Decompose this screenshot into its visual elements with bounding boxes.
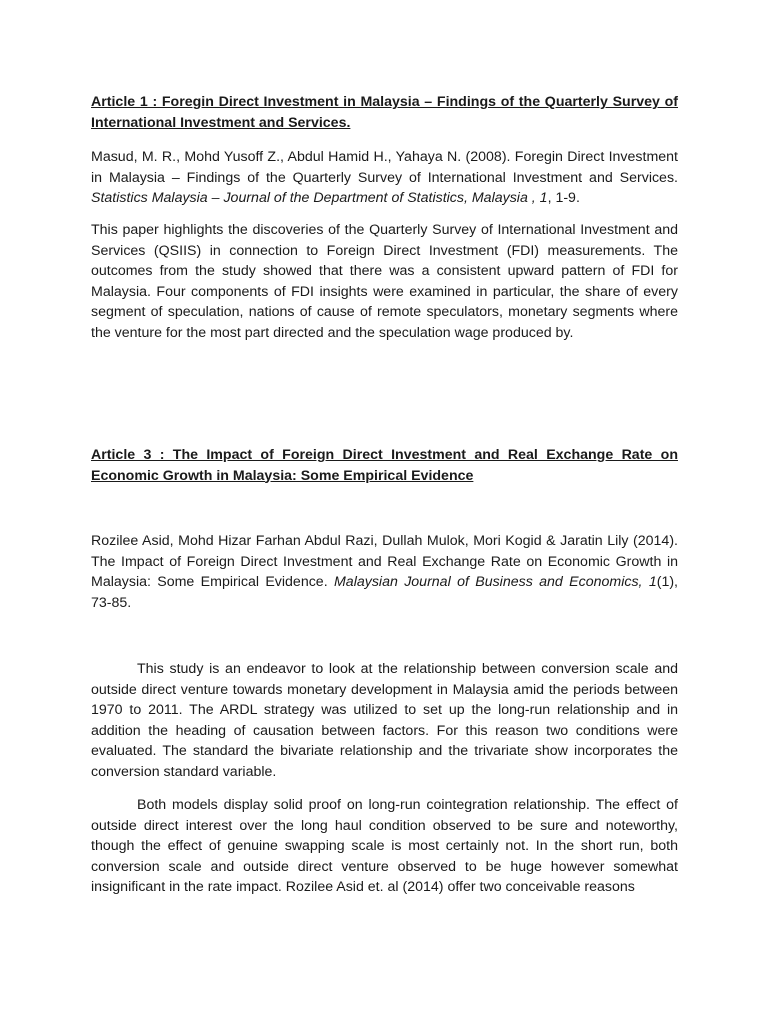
article1-summary: This paper highlights the discoveries of the Quarterly Survey of International Investment and Services (QSIIS) in connection to Foreign Direct Investment (FDI) measurements. The outcomes from the study showed that there was a consistent upward pattern of FDI for Malaysia. Four components of FDI insights were examined in particular, the share of every segment of speculation, nations of cause of remote speculators, monetary segments where the venture for the most part directed and the speculation wage produced by. <box>91 222 678 341</box>
article3-citation <box>91 531 678 613</box>
article1-citation-journal: Statistics Malaysia – Journal of the Department of Statistics, Malaysia , 1 <box>91 190 548 206</box>
article3-heading: Article 3 : The Impact of Foreign Direct Investment and Real Exchange Rate on Economic Growth in Malaysia: Some Empirical Evidence <box>91 447 678 484</box>
article1-heading: Article 1 : Foregin Direct Investment in Malaysia – Findings of the Quarterly Survey of International Investment and Services. <box>91 94 678 131</box>
article3-citation-authors: Rozilee Asid, Mohd Hizar Farhan Abdul Razi, Dullah Mulok, Mori Kogid & Jaratin Lily (2014). The Impact of Foreign Direct Investment and Real Exchange Rate on Economic Growth in Malaysia: Some Empirical Evidence. <box>91 533 678 590</box>
article1-citation-pages: , 1-9. <box>547 190 580 206</box>
article3-paragraph-1: This study is an endeavor to look at the relationship between conversion scale and outside direct venture towards monetary development in Malaysia amid the periods between 1970 to 2011. The ARDL strategy was utilized to set up the long-run relationship and in addition the heading of causation between factors. For this reason two conditions were evaluated. The standard the bivariate relationship and the trivariate show incorporates the conversion standard variable. <box>91 661 678 780</box>
article3-paragraph-2: Both models display solid proof on long-run cointegration relationship. The effect of outside direct interest over the long haul condition observed to be sure and noteworthy, though the effect of genuine swapping scale is most certainly not. In the short run, both conversion scale and outside direct venture observed to be huge however somewhat insignificant in the rate impact. Rozilee Asid et. al (2014) offer two conceivable reasons <box>91 797 678 895</box>
article1-citation <box>91 147 678 209</box>
article1-citation-authors: Masud, M. R., Mohd Yusoff Z., Abdul Hamid H., Yahaya N. (2008). Foregin Direct Investment in Malaysia – Findings of the Quarterly Survey of International Investment and Services. <box>91 149 678 186</box>
article3-citation-journal: Malaysian Journal of Business and Economics, 1 <box>333 574 657 590</box>
article3-citation-pages: (1), 73-85. <box>91 574 678 611</box>
